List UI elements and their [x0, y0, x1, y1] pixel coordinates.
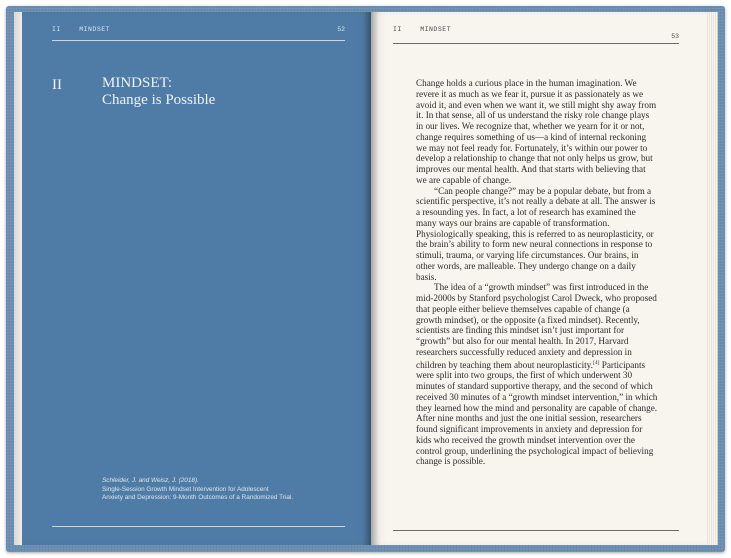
- chapter-title-line2: Change is Possible: [102, 92, 216, 108]
- footnote-citation: [102, 477, 352, 503]
- right-top-rule: [393, 43, 679, 44]
- right-page: [371, 12, 707, 545]
- footnote-marker[interactable]: [4]: [592, 359, 600, 366]
- right-running-head: [393, 26, 451, 33]
- chapter-title-line1: MINDSET:: [102, 75, 173, 91]
- right-bottom-rule: [393, 530, 679, 531]
- paragraph-3-part1: The idea of a “growth mindset” was first introduced in the mid-2000s by Stanford psychologist Carol Dweck, who proposed that people either believe themselves capable of change (a growth mindset), or the opposite (a fixed mindset). Recently, scientists are finding this mindset isn’t just important for “growth” but also for our mental health. In 2017, Harvard researchers successfully reduced anxiety and depression in children by teaching them about neuroplasticity.: [416, 282, 657, 370]
- paragraph-1: Change holds a curious place in the human imagination. We revere it as much as we fear it, pursue it as passionately as we avoid it, and even when we want it, we still might shy away from it. In that sense, all of us understand the risky role change plays in our lives. We recognize that, whether we yearn for it or not, change requires something of us—a kind of internal reckoning we may not feel ready for. Fortunately, it’s within our power to develop a relationship to change that not only helps us grow, but improves our mental health. And that starts with believing that we are capable of change.: [416, 78, 657, 185]
- citation-authors: Schleider, J. and Weisz, J. (2018).: [102, 477, 199, 484]
- chapter-number: II: [52, 77, 62, 93]
- citation-line2: Anxiety and Depression: 9-Month Outcomes of a Randomized Trial.: [102, 494, 294, 502]
- right-running-head-number: II: [393, 26, 402, 33]
- right-running-head-title: MINDSET: [420, 26, 452, 33]
- left-page-number: 52: [337, 26, 345, 33]
- left-running-head-title: MINDSET: [79, 26, 111, 33]
- paragraph-3: [416, 282, 658, 467]
- paragraph-2: “Can people change?” may be a popular debate, but from a scientific perspective, it’s not really a debate at all. The answer is a resounding yes. In fact, a lot of research has examined the many ways our brains are capable of transformation. Physiologically speaking, this is referred to as neuroplasticity, or the brain’s ability to form new neural connections in response to stimuli, trauma, or varying life circumstances. Our brains, in other words, are malleable. They undergo change on a daily basis.: [416, 185, 656, 282]
- left-running-head: [52, 26, 110, 33]
- right-page-number: 53: [671, 33, 679, 40]
- chapter-title: [102, 75, 215, 109]
- left-page: [22, 12, 371, 545]
- left-bottom-rule: [52, 526, 345, 527]
- left-top-rule: [52, 40, 345, 41]
- paragraph-3-part2: Participants were split into two groups, the first of which underwent 30 minutes of standard supportive therapy, and the second of which received 30 minutes of a “growth mindset intervention,” in which they learned how the mind and personality are capable of change. After nine months and just the one initial session, researchers found significant improvements in anxiety and depression for kids who received the growth mindset intervention over the control group, underlining the psychological impact of believing change is possible.: [416, 359, 658, 467]
- left-running-head-number: II: [52, 26, 61, 33]
- citation-line1: Single-Session Growth Mindset Intervention for Adolescent: [102, 485, 269, 493]
- body-text: [416, 78, 658, 467]
